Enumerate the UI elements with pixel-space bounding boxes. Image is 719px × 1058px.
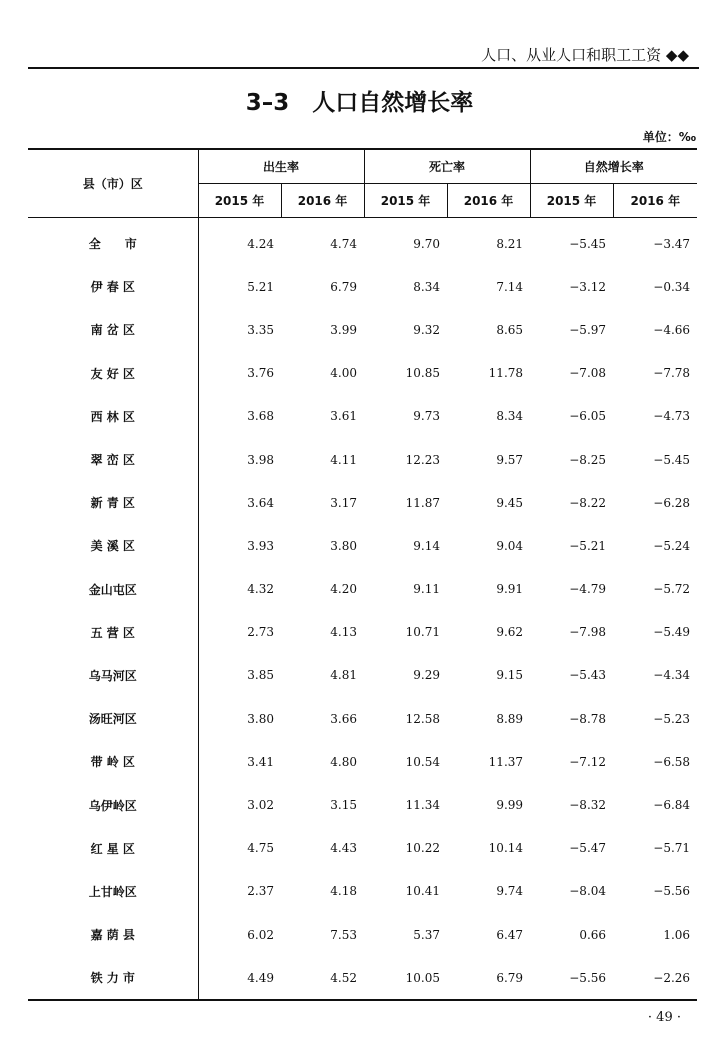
value-cell: 11.37 <box>488 754 524 769</box>
value-cell: 3.68 <box>247 409 274 424</box>
table-row <box>28 481 697 524</box>
value-cell: −5.45 <box>653 452 691 467</box>
statistics-table <box>28 148 697 1001</box>
year-header: 2016 年 <box>447 184 530 218</box>
table-row <box>28 218 697 266</box>
value-cell: 7.53 <box>330 927 358 942</box>
value-cell: −5.56 <box>653 884 691 899</box>
value-cell: 9.62 <box>496 625 524 640</box>
value-cell: −6.28 <box>653 495 691 510</box>
table-row <box>28 783 697 826</box>
value-cell: 3.15 <box>330 798 358 813</box>
value-cell: 10.85 <box>405 366 441 381</box>
value-cell: −7.98 <box>569 625 607 640</box>
value-cell: 3.80 <box>247 711 274 726</box>
table-body <box>28 218 697 1001</box>
value-cell: 6.79 <box>330 279 358 294</box>
value-cell: 6.02 <box>247 927 274 942</box>
year-header: 2015 年 <box>530 184 613 218</box>
value-cell: 4.81 <box>330 668 358 683</box>
region-name: 伊 春 区 <box>28 265 198 308</box>
value-cell: −4.34 <box>653 668 691 683</box>
value-cell: 12.58 <box>405 711 441 726</box>
value-cell: −8.04 <box>569 884 607 899</box>
value-cell: 3.80 <box>330 538 358 553</box>
region-name: 全 市 <box>28 218 198 266</box>
value-cell: 3.93 <box>247 538 274 553</box>
value-cell: 5.37 <box>413 927 441 942</box>
value-cell: 9.45 <box>496 495 524 510</box>
year-header: 2016 年 <box>613 184 697 218</box>
table-row <box>28 654 697 697</box>
table-row <box>28 611 697 654</box>
value-cell: −5.21 <box>569 538 607 553</box>
value-cell: −2.26 <box>613 956 697 1000</box>
value-cell: 3.76 <box>247 366 274 381</box>
value-cell: 10.14 <box>488 841 524 856</box>
value-cell: 10.22 <box>405 841 441 856</box>
table-row <box>28 827 697 870</box>
value-cell: −4.73 <box>653 409 691 424</box>
value-cell: 4.49 <box>198 956 281 1000</box>
value-cell: 11.78 <box>488 366 524 381</box>
group-header-birth-rate: 出生率 <box>198 149 364 184</box>
value-cell: −7.12 <box>569 754 607 769</box>
unit-label: 单位：‰ <box>642 130 696 144</box>
value-cell: −7.08 <box>569 366 607 381</box>
value-cell: 9.15 <box>496 668 524 683</box>
region-name: 金山屯区 <box>28 568 198 611</box>
value-cell: −5.56 <box>530 956 613 1000</box>
value-cell: 3.17 <box>330 495 358 510</box>
value-cell: −5.43 <box>569 668 607 683</box>
table-row <box>28 395 697 438</box>
value-cell: 3.98 <box>247 452 274 467</box>
value-cell: −5.45 <box>569 236 607 251</box>
value-cell: 8.89 <box>496 711 524 726</box>
table-row <box>28 956 697 1000</box>
value-cell: 8.21 <box>496 236 524 251</box>
table-row <box>28 524 697 567</box>
value-cell: 10.71 <box>405 625 441 640</box>
value-cell: −8.22 <box>569 495 607 510</box>
value-cell: 4.11 <box>330 452 358 467</box>
value-cell: 0.66 <box>579 927 607 942</box>
value-cell: −0.34 <box>653 279 691 294</box>
value-cell: 4.43 <box>330 841 358 856</box>
table-row <box>28 697 697 740</box>
value-cell: 9.04 <box>496 538 524 553</box>
value-cell: −6.58 <box>653 754 691 769</box>
value-cell: 4.75 <box>247 841 274 856</box>
year-header: 2015 年 <box>364 184 447 218</box>
value-cell: 8.34 <box>413 279 441 294</box>
value-cell: 10.05 <box>364 956 447 1000</box>
region-name: 嘉 荫 县 <box>28 913 198 956</box>
table-row <box>28 308 697 351</box>
value-cell: −7.78 <box>653 366 691 381</box>
value-cell: −5.24 <box>653 538 691 553</box>
value-cell: 10.41 <box>405 884 441 899</box>
value-cell: 2.73 <box>247 625 274 640</box>
value-cell: −3.12 <box>569 279 607 294</box>
region-name: 乌马河区 <box>28 654 198 697</box>
value-cell: 4.24 <box>247 236 274 251</box>
table-row <box>28 740 697 783</box>
value-cell: −5.72 <box>653 582 691 597</box>
value-cell: 3.85 <box>247 668 274 683</box>
value-cell: 4.20 <box>330 582 358 597</box>
value-cell: 9.57 <box>496 452 524 467</box>
value-cell: 9.32 <box>413 322 441 337</box>
group-header-natural-growth-rate: 自然增长率 <box>530 149 697 184</box>
value-cell: 11.34 <box>405 798 441 813</box>
value-cell: 4.80 <box>330 754 358 769</box>
value-cell: −5.49 <box>653 625 691 640</box>
value-cell: 4.52 <box>281 956 364 1000</box>
value-cell: −5.97 <box>569 322 607 337</box>
region-column-header: 县（市）区 <box>28 149 198 218</box>
value-cell: 2.37 <box>247 884 274 899</box>
value-cell: −6.84 <box>653 798 691 813</box>
region-name: 铁 力 市 <box>28 956 198 1000</box>
value-cell: 9.11 <box>413 582 441 597</box>
value-cell: −8.78 <box>569 711 607 726</box>
page-title: 3–3 人口自然增长率 <box>245 90 474 116</box>
value-cell: 9.70 <box>413 236 441 251</box>
value-cell: 1.06 <box>663 927 691 942</box>
page-number: · 49 · <box>647 1010 681 1025</box>
value-cell: −4.79 <box>569 582 607 597</box>
region-name: 汤旺河区 <box>28 697 198 740</box>
value-cell: −6.05 <box>569 409 607 424</box>
table-row <box>28 265 697 308</box>
value-cell: 5.21 <box>247 279 274 294</box>
region-name: 乌伊岭区 <box>28 783 198 826</box>
value-cell: 8.65 <box>496 322 524 337</box>
year-header: 2015 年 <box>198 184 281 218</box>
region-name: 带 岭 区 <box>28 740 198 783</box>
value-cell: −5.47 <box>569 841 607 856</box>
value-cell: 3.35 <box>247 322 274 337</box>
value-cell: 4.18 <box>330 884 358 899</box>
year-header: 2016 年 <box>281 184 364 218</box>
region-name: 上甘岭区 <box>28 870 198 913</box>
region-name: 新 青 区 <box>28 481 198 524</box>
value-cell: 12.23 <box>405 452 441 467</box>
value-cell: 3.64 <box>247 495 274 510</box>
value-cell: 4.32 <box>247 582 274 597</box>
value-cell: 9.91 <box>496 582 524 597</box>
value-cell: −4.66 <box>653 322 691 337</box>
value-cell: 4.74 <box>330 236 358 251</box>
value-cell: −8.32 <box>569 798 607 813</box>
value-cell: 6.47 <box>496 927 524 942</box>
value-cell: 9.74 <box>496 884 524 899</box>
table-row <box>28 870 697 913</box>
value-cell: 4.00 <box>330 366 358 381</box>
value-cell: 3.66 <box>330 711 358 726</box>
value-cell: 3.99 <box>330 322 358 337</box>
value-cell: 3.61 <box>330 409 358 424</box>
value-cell: 9.14 <box>413 538 441 553</box>
value-cell: 11.87 <box>405 495 441 510</box>
value-cell: 8.34 <box>496 409 524 424</box>
header-rule <box>28 67 699 69</box>
region-name: 南 岔 区 <box>28 308 198 351</box>
region-name: 西 林 区 <box>28 395 198 438</box>
table-row <box>28 568 697 611</box>
value-cell: 7.14 <box>496 279 524 294</box>
value-cell: 10.54 <box>405 754 441 769</box>
value-cell: 6.79 <box>447 956 530 1000</box>
value-cell: 9.73 <box>413 409 441 424</box>
table-row <box>28 438 697 481</box>
table-row <box>28 913 697 956</box>
value-cell: 9.29 <box>413 668 441 683</box>
region-name: 红 星 区 <box>28 827 198 870</box>
group-header-death-rate: 死亡率 <box>364 149 530 184</box>
region-name: 翠 峦 区 <box>28 438 198 481</box>
region-name: 友 好 区 <box>28 352 198 395</box>
value-cell: −5.71 <box>653 841 691 856</box>
value-cell: −3.47 <box>653 236 691 251</box>
section-header: 人口、从业人口和职工工资 ◆◆ <box>481 46 689 64</box>
value-cell: −8.25 <box>569 452 607 467</box>
table-row <box>28 352 697 395</box>
value-cell: −5.23 <box>653 711 691 726</box>
value-cell: 3.02 <box>247 798 274 813</box>
region-name: 五 营 区 <box>28 611 198 654</box>
value-cell: 4.13 <box>330 625 358 640</box>
region-name: 美 溪 区 <box>28 524 198 567</box>
value-cell: 3.41 <box>247 754 274 769</box>
value-cell: 9.99 <box>496 798 524 813</box>
